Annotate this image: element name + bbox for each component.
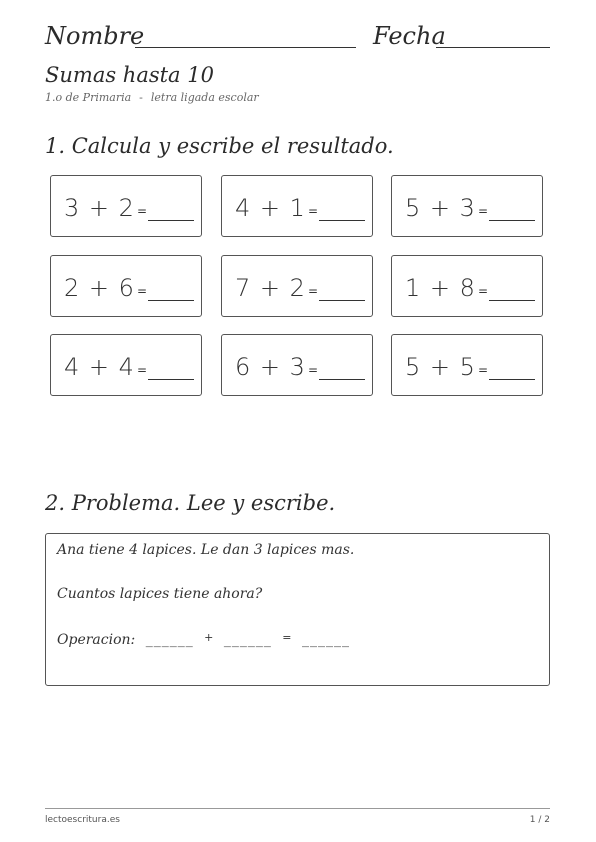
answer-blank[interactable] xyxy=(489,379,535,380)
equals-sign: = xyxy=(308,204,319,218)
exercise-expression: 4 + 4 xyxy=(64,353,135,381)
problem-statement: Ana tiene 4 lapices. Le dan 3 lapices mas. xyxy=(57,542,355,558)
operation-blank-1[interactable]: ______ xyxy=(145,632,194,648)
exercise-expression: 6 + 3 xyxy=(235,353,306,381)
exercise-expression: 3 + 2 xyxy=(64,194,135,222)
exercise-expression: 4 + 1 xyxy=(235,194,306,222)
answer-blank[interactable] xyxy=(489,300,535,301)
problem-question: Cuantos lapices tiene ahora? xyxy=(57,586,263,602)
equals-sign: = xyxy=(137,284,148,298)
footer-site: lectoescritura.es xyxy=(45,815,120,825)
operation-label: Operacion: xyxy=(57,632,136,648)
answer-blank[interactable] xyxy=(148,300,194,301)
equals-sign: = xyxy=(308,363,319,377)
equals-sign: = xyxy=(282,631,292,644)
equals-sign: = xyxy=(478,204,489,218)
exercise-expression: 1 + 8 xyxy=(405,274,476,302)
operation-blank-2[interactable]: ______ xyxy=(223,632,272,648)
subtitle-separator: - xyxy=(139,91,143,104)
equals-sign: = xyxy=(478,363,489,377)
exercise-expression: 5 + 3 xyxy=(405,194,476,222)
exercise-expression: 7 + 2 xyxy=(235,274,306,302)
operation-blank-3[interactable]: ______ xyxy=(301,632,350,648)
exercise-expression: 2 + 6 xyxy=(64,274,135,302)
equals-sign: = xyxy=(478,284,489,298)
answer-blank[interactable] xyxy=(319,220,365,221)
equals-sign: = xyxy=(137,204,148,218)
equals-sign: = xyxy=(137,363,148,377)
date-label: Fecha xyxy=(373,22,446,50)
answer-blank[interactable] xyxy=(148,220,194,221)
exercise-box xyxy=(50,175,202,237)
equals-sign: = xyxy=(308,284,319,298)
exercise-box xyxy=(391,334,543,396)
exercise-expression: 5 + 5 xyxy=(405,353,476,381)
exercise-box xyxy=(221,334,373,396)
plus-sign: + xyxy=(204,631,214,644)
answer-blank[interactable] xyxy=(319,379,365,380)
exercise-box xyxy=(221,255,373,317)
exercise-box xyxy=(391,175,543,237)
footer-divider xyxy=(45,808,550,809)
exercise-box xyxy=(50,255,202,317)
operation-line xyxy=(57,631,350,648)
problem-box xyxy=(45,533,550,686)
section1-title: 1. Calcula y escribe el resultado. xyxy=(45,134,394,158)
answer-blank[interactable] xyxy=(489,220,535,221)
style-note: letra ligada escolar xyxy=(150,91,259,104)
exercise-grid xyxy=(50,175,546,399)
exercise-box xyxy=(221,175,373,237)
worksheet-subtitle xyxy=(45,91,259,104)
name-field-line[interactable] xyxy=(135,47,356,48)
answer-blank[interactable] xyxy=(319,300,365,301)
answer-blank[interactable] xyxy=(148,379,194,380)
page-number: 1 / 2 xyxy=(529,815,550,825)
grade-text: 1.o de Primaria xyxy=(45,91,132,104)
exercise-box xyxy=(391,255,543,317)
worksheet-title: Sumas hasta 10 xyxy=(45,63,214,87)
name-label: Nombre xyxy=(45,22,145,50)
exercise-box xyxy=(50,334,202,396)
date-field-line[interactable] xyxy=(436,47,550,48)
section2-title: 2. Problema. Lee y escribe. xyxy=(45,491,336,515)
